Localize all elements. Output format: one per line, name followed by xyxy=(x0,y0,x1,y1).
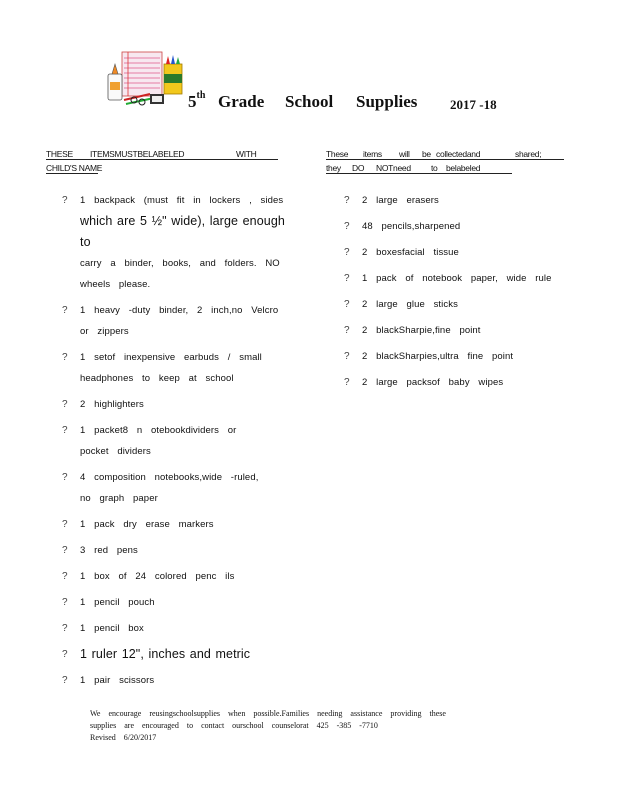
bullet-icon: ? xyxy=(344,299,350,310)
left-header-word-3: WITH xyxy=(236,149,257,159)
grade-number: 5th xyxy=(188,90,206,111)
list-item-text: 1 pencil box xyxy=(80,623,144,634)
bullet-icon: ? xyxy=(62,675,68,686)
bullet-icon: ? xyxy=(62,571,68,582)
list-item xyxy=(344,268,564,289)
grade-suffix: th xyxy=(196,90,206,101)
list-item xyxy=(62,566,294,587)
list-item-text: 1 pack dry erase markers xyxy=(80,519,214,530)
list-item xyxy=(344,294,564,315)
bullet-icon: ? xyxy=(62,352,68,363)
list-item-text: 1 ruler 12", inches and metric xyxy=(80,647,251,661)
list-item xyxy=(62,467,294,509)
list-item-text: 1 pack of notebook paper, wide rule xyxy=(362,273,552,284)
left-header-underline-1 xyxy=(46,159,278,160)
footer-line-2: supplies are encouraged to contact ourschool counselorat 425 -385 -7710 xyxy=(90,721,378,730)
list-item xyxy=(62,618,294,639)
list-item xyxy=(62,540,294,561)
list-item-text: 1 heavy -duty binder, 2 inch,no Velcro xyxy=(80,305,279,316)
bullet-icon: ? xyxy=(344,221,350,232)
bullet-icon: ? xyxy=(62,305,68,316)
right-header-word-8: DO xyxy=(352,163,365,173)
right-header-word-3: will xyxy=(399,149,410,159)
list-item-text: 1 backpack (must fit in lockers , sides xyxy=(80,195,284,206)
footer-line-1: We encourage reusingschoolsupplies when possible.Families needing assistance providing these xyxy=(90,709,446,718)
right-header-underline-2 xyxy=(326,173,512,174)
right-header-word-11: belabeled xyxy=(446,163,481,173)
right-header-word-5: collectedand xyxy=(436,149,481,159)
list-item xyxy=(62,592,294,613)
list-item xyxy=(344,320,564,341)
list-item-text: pocket dividers xyxy=(80,446,151,457)
right-header-word-1: These xyxy=(326,149,349,159)
list-item xyxy=(344,372,564,393)
list-item-text: 2 blackSharpie,fine point xyxy=(362,325,481,336)
labeled-items-list xyxy=(62,190,294,696)
list-item-text: 48 pencils,sharpened xyxy=(362,221,461,232)
bullet-icon: ? xyxy=(62,649,68,660)
right-header-word-10: to xyxy=(431,163,438,173)
list-item xyxy=(62,347,294,389)
bullet-icon: ? xyxy=(62,597,68,608)
bullet-icon: ? xyxy=(62,425,68,436)
list-item xyxy=(344,190,564,211)
list-item-text: or zippers xyxy=(80,326,129,337)
list-item-text: 2 boxesfacial tissue xyxy=(362,247,459,258)
bullet-icon: ? xyxy=(62,519,68,530)
list-item xyxy=(62,670,294,691)
list-item xyxy=(62,514,294,535)
list-item-text: 1 box of 24 colored penc ils xyxy=(80,571,235,582)
school-supplies-clipart-icon xyxy=(104,50,186,108)
right-header-word-4: be xyxy=(422,149,431,159)
footer-revised-date: Revised 6/20/2017 xyxy=(90,733,157,742)
bullet-icon: ? xyxy=(344,377,350,388)
right-header-word-7: they xyxy=(326,163,341,173)
footer-note xyxy=(90,708,510,744)
list-item-text: 2 large glue sticks xyxy=(362,299,458,310)
bullet-icon: ? xyxy=(62,472,68,483)
bullet-icon: ? xyxy=(62,399,68,410)
list-item-text: 2 blackSharpies,ultra fine point xyxy=(362,351,514,362)
list-item-text: 1 pair scissors xyxy=(80,675,155,686)
title-school-word: School xyxy=(285,92,334,111)
title-supplies-word: Supplies xyxy=(356,92,418,111)
list-item-text: 1 pencil pouch xyxy=(80,597,155,608)
list-item-text: 2 large erasers xyxy=(362,195,439,206)
bullet-icon: ? xyxy=(344,273,350,284)
list-item-text: 4 composition notebooks,wide -ruled, xyxy=(80,472,259,483)
right-header-underline-1 xyxy=(326,159,564,160)
bullet-icon: ? xyxy=(344,247,350,258)
list-item-text: no graph paper xyxy=(80,493,158,504)
bullet-icon: ? xyxy=(344,351,350,362)
list-item-text: wheels please. xyxy=(80,279,151,290)
list-item xyxy=(344,346,564,367)
school-year: 2017 -18 xyxy=(450,97,497,112)
left-header-word-1: THESE xyxy=(46,149,73,159)
list-item xyxy=(62,644,294,665)
list-item-text: 2 highlighters xyxy=(80,399,144,410)
title-grade-word: Grade xyxy=(218,92,265,111)
bullet-icon: ? xyxy=(62,623,68,634)
bullet-icon: ? xyxy=(62,195,68,206)
list-item-text: which are 5 ½" wide), large enough to xyxy=(80,214,285,249)
left-header-word-2: ITEMSMUSTBELABELED xyxy=(90,149,185,159)
list-item xyxy=(62,394,294,415)
list-item xyxy=(62,420,294,462)
list-item-text: 3 red pens xyxy=(80,545,138,556)
bullet-icon: ? xyxy=(344,195,350,206)
right-header-word-6: shared; xyxy=(515,149,542,159)
shared-items-list xyxy=(344,190,564,398)
list-item-text: 1 setof inexpensive earbuds / small xyxy=(80,352,262,363)
list-item xyxy=(62,190,294,295)
list-item xyxy=(344,216,564,237)
list-item-text: 2 large packsof baby wipes xyxy=(362,377,504,388)
list-item xyxy=(62,300,294,342)
list-item-text: 1 packet8 n otebookdividers or xyxy=(80,425,237,436)
left-header-line-2: CHILD'S NAME xyxy=(46,163,103,173)
right-header-word-9: NOTneed xyxy=(376,163,411,173)
right-header-word-2: items xyxy=(363,149,382,159)
left-header-underline-2 xyxy=(46,173,98,174)
list-item-text: carry a binder, books, and folders. NO xyxy=(80,258,280,269)
list-item-text: headphones to keep at school xyxy=(80,373,234,384)
bullet-icon: ? xyxy=(62,545,68,556)
bullet-icon: ? xyxy=(344,325,350,336)
list-item xyxy=(344,242,564,263)
